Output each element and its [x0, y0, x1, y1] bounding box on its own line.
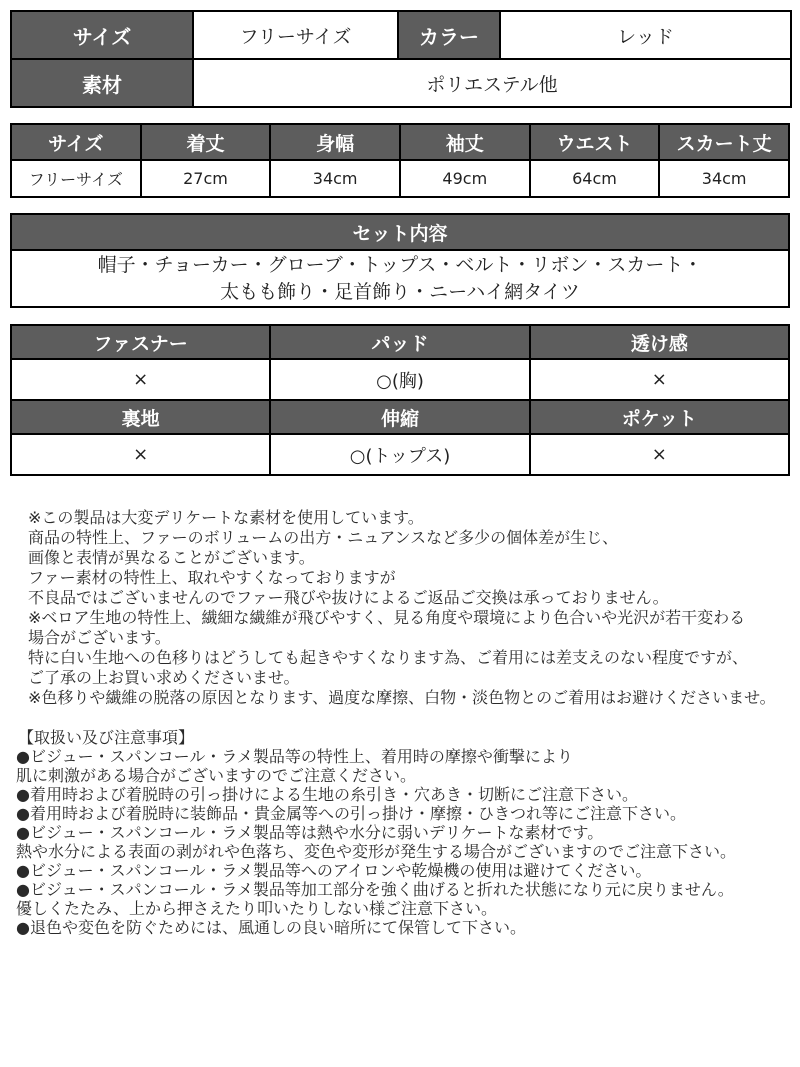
- measure-header-waist: ウエスト: [530, 124, 660, 160]
- handling-line: ●ビジュー・スパンコール・ラメ製品等は熱や水分に弱いデリケートな素材です。: [16, 823, 604, 842]
- feature-value-pad: ○(胸): [270, 359, 529, 400]
- size-value-cell: フリーサイズ: [193, 11, 398, 59]
- handling-line: 熱や水分による表面の剥がれや色落ち、変色や変形が発生する場合がございますのでご注意下さい。: [16, 842, 737, 861]
- handling-line: ●ビジュー・スパンコール・ラメ製品等へのアイロンや乾燥機の使用は避けてください。: [16, 861, 652, 880]
- measurements-header-row: [11, 124, 789, 160]
- note-line: ※ベロア生地の特性上、繊細な繊維が飛びやすく、見る角度や環境により色合いや光沢が若干変わる: [28, 608, 746, 627]
- set-contents-table: [10, 213, 790, 308]
- overview-row-2: [11, 59, 791, 107]
- set-contents-value: [11, 250, 789, 307]
- material-label-cell: 素材: [11, 59, 193, 107]
- handling-line: 優しくたたみ、上から押さえたり叩いたりしない様ご注意下さい。: [16, 899, 497, 918]
- features-value-row-2: [11, 434, 789, 475]
- features-value-row-1: [11, 359, 789, 400]
- features-header-row-2: [11, 400, 789, 434]
- feature-header-pocket: ポケット: [530, 400, 789, 434]
- measure-header-sleeve: 袖丈: [400, 124, 530, 160]
- note-line: ご了承の上お買い求めくださいませ。: [28, 668, 300, 687]
- feature-value-pocket: ×: [530, 434, 789, 475]
- note-line: 特に白い生地への色移りはどうしても起きやすくなります為、ご着用には差支えのない程度ですが、: [28, 648, 749, 667]
- handling-notes-title: 【取扱い及び注意事項】: [18, 728, 195, 747]
- measure-value-size: フリーサイズ: [11, 160, 141, 197]
- size-label-cell: サイズ: [11, 11, 193, 59]
- note-line: 商品の特性上、ファーのボリュームの出方・ニュアンスなど多少の個体差が生じ、: [28, 528, 619, 547]
- note-line: 不良品ではございませんのでファー飛びや抜けによるご返品ご交換は承っておりません。: [28, 588, 669, 607]
- note-line: 場合がございます。: [28, 628, 171, 647]
- feature-header-lining: 裏地: [11, 400, 270, 434]
- color-label-cell: カラー: [398, 11, 500, 59]
- set-contents-data-row: [11, 250, 789, 307]
- feature-header-sheerness: 透け感: [530, 325, 789, 359]
- feature-value-fastener: ×: [11, 359, 270, 400]
- measure-value-length: 27cm: [141, 160, 271, 197]
- material-value-cell: ポリエステル他: [193, 59, 791, 107]
- set-contents-line-1: 帽子・チョーカー・グローブ・トップス・ベルト・リボン・スカート・: [97, 253, 703, 276]
- set-contents-header-row: [11, 214, 789, 250]
- note-line: 画像と表情が異なることがございます。: [28, 548, 315, 567]
- handling-line: ●着用時および着脱時に装飾品・貴金属等への引っ掛け・摩擦・ひきつれ等にご注意下さい。: [16, 804, 686, 823]
- handling-line: ●ビジュー・スパンコール・ラメ製品等の特性上、着用時の摩擦や衝撃により: [16, 747, 573, 766]
- measure-header-size: サイズ: [11, 124, 141, 160]
- color-value-cell: レッド: [500, 11, 791, 59]
- measure-header-length: 着丈: [141, 124, 271, 160]
- handling-line: ●ビジュー・スパンコール・ラメ製品等加工部分を強く曲げると折れた状態になり元に戻りません。: [16, 880, 734, 899]
- material-notes: [10, 508, 790, 708]
- measure-header-skirt: スカート丈: [659, 124, 789, 160]
- set-contents-title: セット内容: [11, 214, 789, 250]
- handling-line: ●着用時および着脱時の引っ掛けによる生地の糸引き・穴あき・切断にご注意下さい。: [16, 785, 638, 804]
- measure-value-sleeve: 49cm: [400, 160, 530, 197]
- measure-value-waist: 64cm: [530, 160, 660, 197]
- note-line: ファー素材の特性上、取れやすくなっておりますが: [28, 568, 396, 587]
- handling-notes: [10, 728, 790, 937]
- measure-value-skirt: 34cm: [659, 160, 789, 197]
- handling-line: ●退色や変色を防ぐためには、風通しの良い暗所にて保管して下さい。: [16, 918, 526, 937]
- feature-header-pad: パッド: [270, 325, 529, 359]
- handling-line: 肌に刺激がある場合がございますのでご注意ください。: [16, 766, 417, 785]
- feature-header-fastener: ファスナー: [11, 325, 270, 359]
- note-line: ※色移りや繊維の脱落の原因となります、過度な摩擦、白物・淡色物とのご着用はお避けくださいませ。: [28, 688, 776, 707]
- features-table: [10, 324, 790, 476]
- measure-header-width: 身幅: [270, 124, 400, 160]
- set-contents-line-2: 太もも飾り・足首飾り・ニーハイ網タイツ: [220, 280, 580, 303]
- measurements-table: [10, 123, 790, 198]
- note-line: ※この製品は大変デリケートな素材を使用しています。: [28, 508, 424, 527]
- feature-value-lining: ×: [11, 434, 270, 475]
- feature-header-stretch: 伸縮: [270, 400, 529, 434]
- overview-row-1: [11, 11, 791, 59]
- feature-value-stretch: ○(トップス): [270, 434, 529, 475]
- measurements-data-row: [11, 160, 789, 197]
- measure-value-width: 34cm: [270, 160, 400, 197]
- overview-table: [10, 10, 792, 108]
- feature-value-sheerness: ×: [530, 359, 789, 400]
- features-header-row-1: [11, 325, 789, 359]
